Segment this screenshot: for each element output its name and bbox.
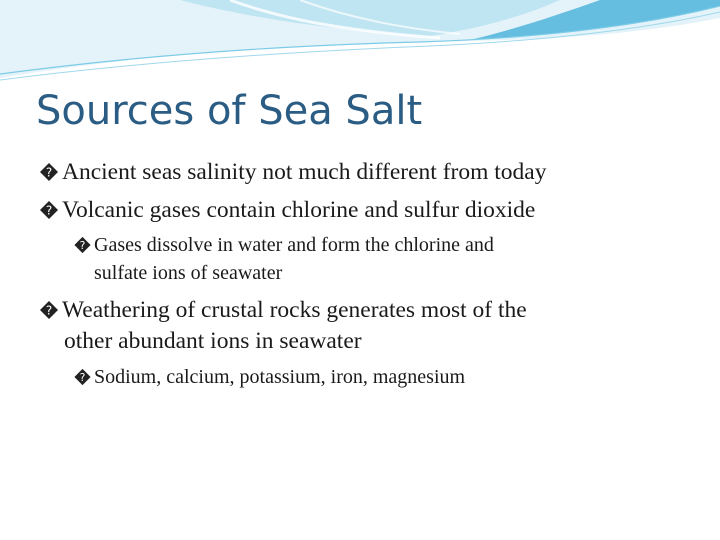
bullet-text: Ancient seas salinity not much different from today — [62, 159, 547, 185]
bullet-text: Volcanic gases contain chlorine and sulfur dioxide — [62, 197, 536, 223]
bullet-item — [38, 197, 535, 224]
svg-text:?: ? — [79, 371, 86, 385]
svg-text:?: ? — [79, 239, 86, 253]
svg-text:?: ? — [45, 165, 53, 180]
replacement-char-icon — [38, 200, 60, 220]
bullet-text: Sodium, calcium, potassium, iron, magnesium — [94, 366, 466, 388]
top-wave-decoration — [0, 0, 720, 90]
replacement-char-icon — [38, 162, 60, 182]
replacement-char-icon — [73, 236, 92, 254]
bullet-item — [38, 297, 527, 324]
sub-bullet-item — [73, 234, 494, 257]
sub-bullet-continuation — [94, 262, 282, 285]
replacement-char-icon — [38, 300, 60, 320]
bullet-continuation — [64, 328, 362, 355]
bullet-text: Weathering of crustal rocks generates most of the — [62, 297, 527, 323]
svg-text:?: ? — [45, 303, 53, 318]
bullet-text: Gases dissolve in water and form the chlorine and — [94, 234, 494, 256]
svg-text:?: ? — [45, 203, 53, 218]
bullet-item — [38, 159, 546, 186]
sub-bullet-item — [73, 366, 465, 389]
slide-title: Sources of Sea Salt — [36, 88, 423, 134]
bullet-text: sulfate ions of seawater — [94, 262, 283, 284]
replacement-char-icon — [73, 368, 92, 386]
bullet-text: other abundant ions in seawater — [64, 328, 362, 354]
